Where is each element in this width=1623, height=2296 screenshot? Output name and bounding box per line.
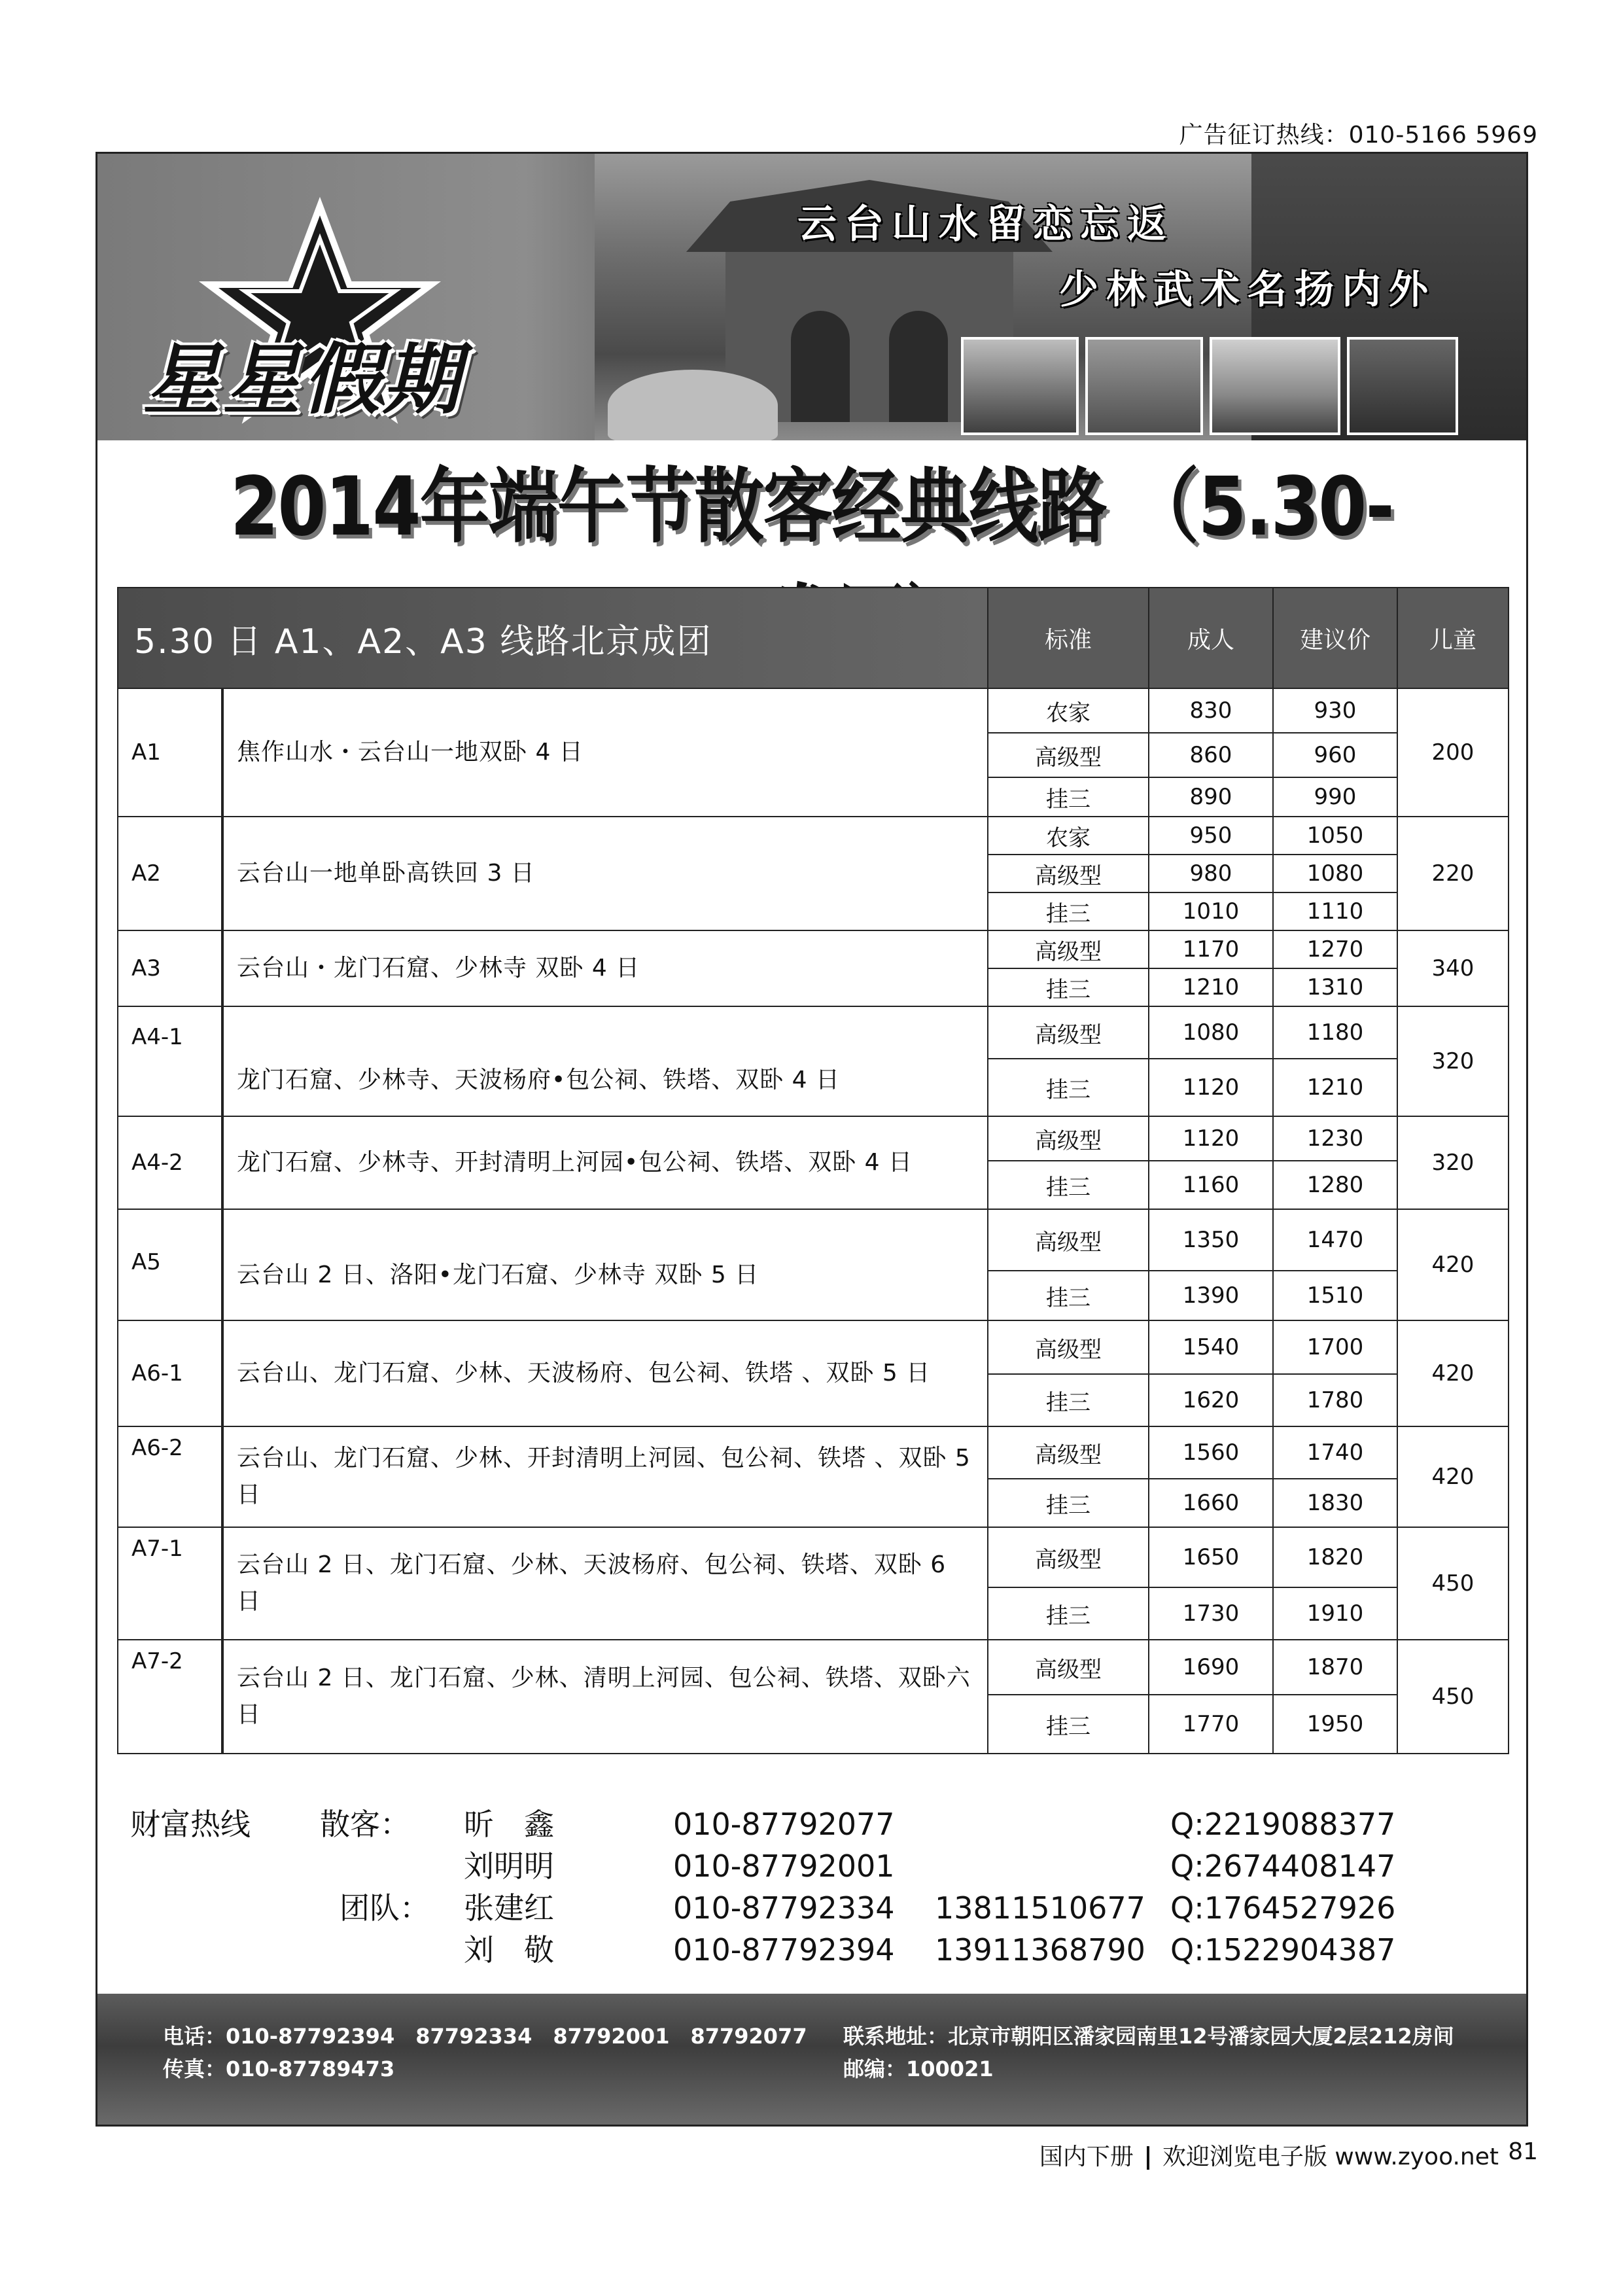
adult-price-cell: 1080 [1149,1006,1273,1059]
stone-lion-image [608,370,778,440]
standard-cell: 挂三 [988,1695,1149,1754]
route-code: A7-1 [118,1527,222,1640]
suggested-price-cell: 1280 [1273,1161,1397,1209]
column-header: 标准 [988,588,1149,688]
suggested-price-cell: 1210 [1273,1059,1397,1116]
section-label: 国内下册 [1039,2144,1134,2170]
contact-mobile: 13911368790 [935,1932,1145,1968]
adult-price-cell: 860 [1149,733,1273,777]
adult-price-cell: 1540 [1149,1320,1273,1374]
child-price-cell: 320 [1397,1006,1509,1116]
route-price-table [117,587,1509,1754]
contact-row [130,1928,1504,1970]
table-row [118,930,1509,968]
adult-price-cell: 1120 [1149,1116,1273,1161]
route-description: 云台山 2 日、龙门石窟、少林、天波杨府、包公祠、铁塔、双卧 6 日 [222,1527,988,1640]
adult-price-cell: 1210 [1149,968,1273,1006]
site-label: 欢迎浏览电子版 www.zyoo.net [1162,2144,1499,2170]
adult-price-cell: 1390 [1149,1271,1273,1320]
table-row [118,1640,1509,1695]
suggested-price-cell: 990 [1273,777,1397,817]
child-price-cell: 340 [1397,930,1509,1006]
contact-qq: Q:2674408147 [1170,1848,1396,1884]
standard-cell: 挂三 [988,1271,1149,1320]
route-code: A6-2 [118,1426,222,1527]
suggested-price-cell: 1950 [1273,1695,1397,1754]
standard-cell: 挂三 [988,777,1149,817]
table-row [118,1527,1509,1587]
temple-door-image [791,311,850,422]
adult-price-cell: 1350 [1149,1209,1273,1271]
route-code: A1 [118,688,222,817]
thumbnail-photo [961,337,1079,435]
suggested-price-cell: 1470 [1273,1209,1397,1271]
adult-price-cell: 1620 [1149,1374,1273,1426]
group-label: 团队： [340,1890,430,1926]
contact-phone: 010-87792077 [673,1807,895,1842]
suggested-price-cell: 1830 [1273,1479,1397,1527]
footer-postcode: 邮编：100021 [843,2057,994,2081]
child-price-cell: 420 [1397,1209,1509,1320]
adult-price-cell: 1170 [1149,930,1273,968]
adult-price-cell: 1010 [1149,892,1273,930]
standard-cell: 高级型 [988,1320,1149,1374]
standard-cell: 高级型 [988,855,1149,892]
suggested-price-cell: 960 [1273,733,1397,777]
route-code: A2 [118,817,222,930]
page-footer [1039,2138,1499,2172]
footer-fax: 传真：010-87789473 [163,2057,395,2081]
contact-qq: Q:1522904387 [1170,1932,1396,1968]
standard-cell: 挂三 [988,1059,1149,1116]
table-row [118,1006,1509,1059]
contact-qq: Q:2219088377 [1170,1807,1396,1842]
contact-qq: Q:1764527926 [1170,1890,1396,1926]
banner-thumbnails [961,337,1458,435]
adult-price-cell: 1560 [1149,1426,1273,1479]
contact-name: 昕 鑫 [464,1807,554,1842]
route-description: 龙门石窟、少林寺、天波杨府•包公祠、铁塔、双卧 4 日 [222,1006,988,1116]
standard-cell: 挂三 [988,892,1149,930]
standard-cell: 农家 [988,688,1149,733]
route-description: 云台山、龙门石窟、少林、天波杨府、包公祠、铁塔 、双卧 5 日 [222,1320,988,1426]
page-number: 81 [1508,2138,1538,2165]
contact-hotlines [130,1803,1504,1970]
suggested-price-cell: 1700 [1273,1320,1397,1374]
adult-price-cell: 1660 [1149,1479,1273,1527]
suggested-price-cell: 1310 [1273,968,1397,1006]
contact-row [130,1803,1504,1845]
standard-cell: 高级型 [988,1209,1149,1271]
child-price-cell: 420 [1397,1426,1509,1527]
contact-name: 张建红 [464,1890,554,1926]
adult-price-cell: 950 [1149,817,1273,855]
suggested-price-cell: 1780 [1273,1374,1397,1426]
adult-price-cell: 1770 [1149,1695,1273,1754]
standard-cell: 挂三 [988,1587,1149,1640]
standard-cell: 高级型 [988,1640,1149,1695]
adult-price-cell: 1120 [1149,1059,1273,1116]
route-description: 云台山・龙门石窟、少林寺 双卧 4 日 [222,930,988,1006]
contact-row [130,1886,1504,1928]
advertisement-frame [96,152,1528,2127]
route-code: A6-1 [118,1320,222,1426]
retail-label: 散客： [320,1807,410,1842]
contact-row [130,1845,1504,1886]
standard-cell: 挂三 [988,968,1149,1006]
suggested-price-cell: 1080 [1273,855,1397,892]
group-title: 5.30 日 A1、A2、A3 线路北京成团 [118,588,988,688]
contact-phone: 010-87792001 [673,1848,895,1884]
table-row [118,1209,1509,1271]
standard-cell: 挂三 [988,1161,1149,1209]
suggested-price-cell: 1740 [1273,1426,1397,1479]
adult-price-cell: 830 [1149,688,1273,733]
contact-name: 刘 敬 [464,1932,554,1968]
footer-address: 联系地址：北京市朝阳区潘家园南里12号潘家园大厦2层212房间 [843,2024,1454,2049]
suggested-price-cell: 1910 [1273,1587,1397,1640]
standard-cell: 高级型 [988,1527,1149,1587]
route-code: A3 [118,930,222,1006]
ad-hotline: 广告征订热线：010-5166 5969 [1179,122,1538,149]
contact-phone: 010-87792334 [673,1890,895,1926]
suggested-price-cell: 930 [1273,688,1397,733]
suggested-price-cell: 1110 [1273,892,1397,930]
standard-cell: 高级型 [988,733,1149,777]
column-header: 建议价 [1273,588,1397,688]
standard-cell: 高级型 [988,1426,1149,1479]
child-price-cell: 450 [1397,1640,1509,1754]
adult-price-cell: 890 [1149,777,1273,817]
temple-door-image [889,311,948,422]
route-code: A7-2 [118,1640,222,1754]
route-code: A5 [118,1209,222,1320]
route-description: 云台山 2 日、龙门石窟、少林、清明上河园、包公祠、铁塔、双卧六日 [222,1640,988,1754]
separator [1147,2146,1149,2170]
contact-mobile: 13811510677 [935,1890,1145,1926]
suggested-price-cell: 1820 [1273,1527,1397,1587]
banner-slogan-2: 少林武术名扬内外 [1059,267,1436,313]
adult-price-cell: 1650 [1149,1527,1273,1587]
table-row [118,817,1509,855]
footer-phones: 电话：010-87792394 87792334 87792001 87792077 [163,2024,807,2049]
standard-cell: 高级型 [988,930,1149,968]
contact-name: 刘明明 [464,1848,554,1884]
adult-price-cell: 1160 [1149,1161,1273,1209]
table-row [118,1426,1509,1479]
child-price-cell: 320 [1397,1116,1509,1209]
suggested-price-cell: 1050 [1273,817,1397,855]
banner-slogan-1: 云台山水留恋忘返 [797,202,1174,247]
contact-phone: 010-87792394 [673,1932,895,1968]
standard-cell: 挂三 [988,1374,1149,1426]
standard-cell: 高级型 [988,1116,1149,1161]
standard-cell: 高级型 [988,1006,1149,1059]
route-description: 焦作山水・云台山一地双卧 4 日 [222,688,988,817]
child-price-cell: 450 [1397,1527,1509,1640]
route-description: 云台山、龙门石窟、少林、开封清明上河园、包公祠、铁塔 、双卧 5 日 [222,1426,988,1527]
child-price-cell: 200 [1397,688,1509,817]
brand-logo [143,193,614,429]
table-row [118,1116,1509,1161]
suggested-price-cell: 1180 [1273,1006,1397,1059]
child-price-cell: 220 [1397,817,1509,930]
column-header: 儿童 [1397,588,1509,688]
adult-price-cell: 1690 [1149,1640,1273,1695]
adult-price-cell: 1730 [1149,1587,1273,1640]
route-code: A4-1 [118,1006,222,1116]
table-header-row [118,588,1509,688]
adult-price-cell: 980 [1149,855,1273,892]
route-description: 云台山一地单卧高铁回 3 日 [222,817,988,930]
standard-cell: 农家 [988,817,1149,855]
hotline-label: 财富热线 [130,1807,251,1842]
suggested-price-cell: 1230 [1273,1116,1397,1161]
thumbnail-photo [1085,337,1203,435]
suggested-price-cell: 1510 [1273,1271,1397,1320]
thumbnail-photo [1347,337,1458,435]
table-row [118,1320,1509,1374]
footer-bar [97,1994,1526,2125]
page-title: 2014年端午节散客经典线路 （5.30- [230,460,1394,554]
thumbnail-photo [1210,337,1340,435]
banner [97,154,1526,440]
suggested-price-cell: 1270 [1273,930,1397,968]
child-price-cell: 420 [1397,1320,1509,1426]
route-description: 龙门石窟、少林寺、开封清明上河园•包公祠、铁塔、双卧 4 日 [222,1116,988,1209]
route-code: A4-2 [118,1116,222,1209]
table-row [118,688,1509,733]
suggested-price-cell: 1870 [1273,1640,1397,1695]
standard-cell: 挂三 [988,1479,1149,1527]
logo-text: 星星假期 [143,334,463,425]
route-description: 云台山 2 日、洛阳•龙门石窟、少林寺 双卧 5 日 [222,1209,988,1320]
column-header: 成人 [1149,588,1273,688]
